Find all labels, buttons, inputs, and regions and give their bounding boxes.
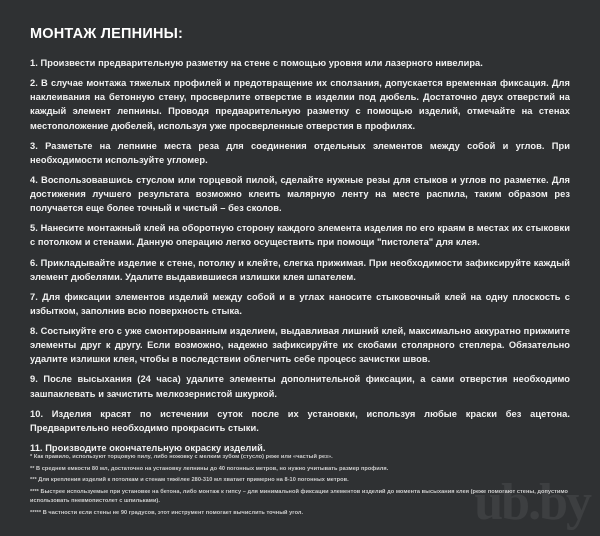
list-item: 7. Для фиксации элементов изделий между собой и в углах наносите стыковочный клей на одну плоскость с избытком, заполнив всю поверхность стыка. (30, 291, 570, 316)
list-item: 5. Нанесите монтажный клей на оборотную сторону каждого элемента изделия по его краям в местах их стыковки с потолком и стенами. Данную операцию легко осуществить при помощи "пистолета" для клея. (30, 223, 570, 248)
footnote-item: *** Для крепления изделий к потолкам и стенам тяжёлее 280-310 мл хватает примерно на 8-10 погонных метров. (30, 477, 349, 483)
watermark: ub.by (474, 474, 590, 531)
instruction-list (30, 56, 570, 455)
footnote-item: ***** В частности если стены не 90 градусов, этот инструмент помогает вычислить точный угол. (30, 509, 304, 516)
list-item: 6. Прикладывайте изделие к стене, потолку и клейте, слегка прижимая. При необходимости зафиксируйте каждый элемент дюбелями. Удалите выдавившиеся излишки клея шпателем. (30, 257, 570, 282)
list-item: 10. Изделия красят по истечении суток после их установки, используя любые краски без ацетона. Предварительно необходимо прокрасить стыки. (30, 408, 570, 433)
list-item: 2. В случае монтажа тяжелых профилей и предотвращение их сползания, допускается временная фиксация. Для наклеивания на бетонную стену, просверлите отверстие в изделии под дюбель. Достаточно двух отверстий на каждый элемент лепнины. Проводя предварительную разметку с помощью изделий, отмечайте на стенах местоположение дюбелей, используя уже просверленные отверстия в профилях. (30, 78, 570, 131)
list-item: 1. Произвести предварительную разметку на стене с помощью уровня или лазерного нивелира. (30, 58, 483, 68)
list-item: 11. Производите окончательную окраску изделий. (30, 442, 266, 453)
footnote-item: * Как правило, используют торцовую пилу, либо ножовку с мелким зубом (стусло) реже или «частый рез». (30, 454, 333, 460)
footnotes (30, 453, 570, 520)
page-title: МОНТАЖ ЛЕПНИНЫ: (30, 26, 184, 42)
footnote-item: **** Быстрее используемые при установке на бетона, либо монтаж к гипсу – для минимальной фиксации элементов изделий до момента высыхания клея (реже помогают стены, допустимо использовать пневмопистолет с шпильками). (30, 488, 568, 504)
list-item: 9. После высыхания (24 часа) удалите элементы дополнительной фиксации, а сами отверстия необходимо зашпаклевать и зачистить мелкозернистой шкуркой. (30, 374, 570, 399)
list-item: 8. Состыкуйте его с уже смонтированным изделием, выдавливая лишний клей, максимально аккуратно прижмите элементы друг к другу. Если возможно, надежно зафиксируйте их скобами столярного степлера. Обязательно удалите излишки клея, чтобы в последствии облегчить себе процесс зачистки швов. (30, 326, 570, 365)
list-item: 4. Воспользовавшись стуслом или торцевой пилой, сделайте нужные резы для стыков и углов по разметке. Для достижения лучшего результата возможно клеить малярную ленту на месте распила, таким образом рез получается еще более точный и чистый – без сколов. (30, 174, 570, 214)
footnote-item: ** В среднем емкости 80 мл, достаточно на установку лепнины до 40 погонных метров, но нужно учитывать размер профиля. (30, 465, 389, 472)
list-item: 3. Разметьте на лепнине места реза для соединения отдельных элементов между собой и углов. При необходимости используйте угломер. (30, 140, 570, 165)
